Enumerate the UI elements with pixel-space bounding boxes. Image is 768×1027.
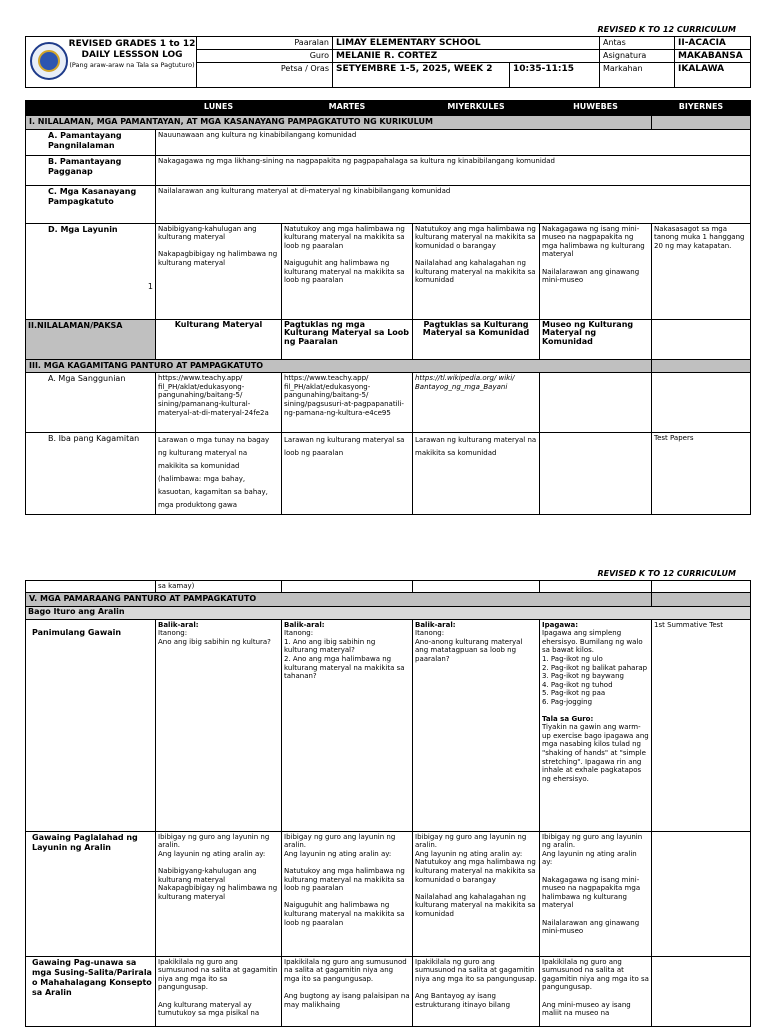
antas-value: II-ACACIA [675, 37, 751, 50]
carry-over-text: sa kamay) [156, 581, 282, 593]
layunin-miyerkules: Natutukoy ang mga halimbawa ng kulturang materyal na makikita sa komunidad o barangay Nailalahad ang kahalagahan ng kulturang materyal na makikita sa komunidad [413, 223, 540, 319]
mga-layunin-text: D. Mga Layunin [48, 224, 118, 234]
sanggunian-huwebes [540, 373, 652, 433]
oras-value: 10:35-11:15 [510, 63, 600, 88]
paglalahad-biyernes [652, 831, 751, 956]
days-blank [26, 101, 156, 116]
day-lunes: LUNES [156, 101, 282, 116]
log-title: REVISED GRADES 1 to 12 [68, 39, 196, 49]
petsa-value: SETYEMBRE 1-5, 2025, WEEK 2 [333, 63, 510, 88]
procedure-table [25, 580, 751, 1027]
sanggunian-miyerkules: https://tl.wikipedia.org/ wiki/ Bantayog_ng_mga_Bayani [413, 373, 540, 433]
curriculum-label: REVISED K TO 12 CURRICULUM [597, 25, 736, 34]
layunin-lunes: Nabibigyang-kahulugan ang kulturang materyal Nakapagbibigay ng halimbawa ng kulturang materyal [156, 223, 282, 319]
paaralan-value: LIMAY ELEMENTARY SCHOOL [333, 37, 600, 50]
pagunawa-miyerkules: Ipakikilala ng guro ang sumusunod na salita at gagamitin niya ang mga ito sa pangungusap. Ang Bantayog ay isang estrukturang itinayo bilang [413, 956, 540, 1026]
kagamitan-lunes: Larawan o mga tunay na bagay ng kulturang materyal na makikita sa komunidad (halimbawa: mga bahay, kasuotan, kagamitan sa bahay, mga produktong gawa [156, 433, 282, 515]
pagunawa-huwebes: Ipakikilala ng guro ang sumusunod na salita at gagamitin niya ang mga ito sa pangungusap. Ang mini-museo ay isang maliit na museo na [540, 956, 652, 1026]
tala-sa-guro-head: Tala sa Guro: [542, 714, 594, 723]
day-huwebes: HUWEBES [540, 101, 652, 116]
paglalahad-martes: Ibibigay ng guro ang layunin ng aralin. Ang layunin ng ating aralin ay: Natutukoy ang mga halimbawa ng kulturang materyal na makikita sa loob ng paaralan Naiguguhit ang halimbawa ng kulturang materyal na makikita sa loob ng paaralan [282, 831, 413, 956]
panimula-miyerkules [413, 619, 540, 831]
pagunawa-biyernes [652, 956, 751, 1026]
log-subtitle: DAILY LESSSON LOG [81, 50, 183, 60]
petsa-label: Petsa / Oras [197, 63, 333, 88]
kagamitan-biyernes: Test Papers [652, 433, 751, 515]
kagamitan-huwebes [540, 433, 652, 515]
bago-ituro-label: Bago Ituro ang Aralin [26, 606, 751, 619]
panimula-lunes-head: Balik-aral: [158, 620, 199, 629]
sanggunian-lunes: https://www.teachy.app/ fil_PH/aklat/edukasyong-pangunahing/baitang-5/ sining/pamanang-kultural-materyal-at-di-materyal-24fe2a [156, 373, 282, 433]
pagunawa-lunes: Ipakikilala ng guro ang sumusunod na salita at gagamitin niya ang mga ito sa pangungusap. Ang kulturang materyal ay tumutukoy sa mga pisikal na [156, 956, 282, 1026]
panimula-lunes [156, 619, 282, 831]
panimula-huwebes [540, 619, 652, 831]
paglalahad-label: Gawaing Paglalahad ng Layunin ng Aralin [26, 831, 156, 956]
nilalaman-paksa-label: II.NILALAMAN/PAKSA [26, 319, 156, 359]
panimula-biyernes-body: 1st Summative Test [654, 620, 724, 629]
kagamitan-miyerkules: Larawan ng kulturang materyal na makikita sa komunidad [413, 433, 540, 515]
panimula-huwebes-head: Ipagawa: [542, 620, 579, 629]
day-biyernes: BIYERNES [652, 101, 751, 116]
panimula-martes [282, 619, 413, 831]
sanggunian-martes: https://www.teachy.app/ fil_PH/aklat/edukasyong-pangunahing/baitang-5/ sining/pagsusuri-at-pagpapanatili-ng-pamana-ng-kultura-e4ce95 [282, 373, 413, 433]
pamantayang-pangnilalaman-text: Nauunawaan ang kultura ng kinabibilangang komunidad [156, 129, 751, 155]
header-table [25, 36, 751, 88]
curriculum-label-2: REVISED K TO 12 CURRICULUM [597, 569, 736, 578]
deped-seal-icon [30, 42, 68, 80]
pagunawa-label: Gawaing Pag-unawa sa mga Susing-Salita/Parirala o Mahahalagang Konsepto sa Aralin [26, 956, 156, 1026]
asignatura-value: MAKABANSA [675, 50, 751, 63]
log-subnote: (Pang araw-araw na Tala sa Pagtuturo) [69, 61, 195, 69]
pamantayang-pagganap-label: B. Pamantayang Pagganap [26, 155, 156, 185]
iba-pang-kagamitan-label: B. Iba pang Kagamitan [26, 433, 156, 515]
panimula-lunes-body: Itanong: Ano ang ibig sabihin ng kultura? [158, 629, 271, 646]
pamantayang-pangnilalaman-label: A. Pamantayang Pangnilalaman [26, 129, 156, 155]
kagamitan-martes: Larawan ng kulturang materyal sa loob ng paaralan [282, 433, 413, 515]
panimula-martes-head: Balik-aral: [284, 620, 325, 629]
markahan-value: IKALAWA [675, 63, 751, 88]
section-5-title: V. MGA PAMARAANG PANTURO AT PAMPAGKATUTO [26, 593, 652, 607]
section-3-title: III. MGA KAGAMITANG PANTURO AT PAMPAGKATUTO [26, 359, 652, 373]
paksa-huwebes: Museo ng Kulturang Materyal ng Komunidad [540, 319, 652, 359]
panimula-miyerkules-body: Itanong: Ano-anong kulturang materyal ang matatagpuan sa loob ng paaralan? [415, 629, 523, 663]
panimula-huwebes-body: Ipagawa ang simpleng ehersisyo. Bumilang ng walo sa bawat kilos. 1. Pag-ikot ng ulo 2. Pag-ikot ng balikat paharap 3. Pag-ikot ng baywang 4. Pag-ikot ng tuhod 5. Pag-ikot ng paa 6. Pag-jogging [542, 629, 648, 706]
guro-value: MELANIE R. CORTEZ [333, 50, 600, 63]
paksa-miyerkules: Pagtuklas sa Kulturang Materyal sa Komunidad [413, 319, 540, 359]
panimulang-gawain-label: Panimulang Gawain [26, 619, 156, 831]
layunin-martes: Natutukoy ang mga halimbawa ng kulturang materyal na makikita sa loob ng paaralan Naiguguhit ang halimbawa ng kulturang materyal na makikita sa loob ng paaralan [282, 223, 413, 319]
paglalahad-miyerkules: Ibibigay ng guro ang layunin ng aralin. Ang layunin ng ating aralin ay: Natutukoy ang mga halimbawa ng kulturang materyal na makikita sa komunidad o barangay Nailalahad ang kahalagahan ng kulturang materyal na makikita sa komunidad [413, 831, 540, 956]
section-1-title: I. NILALAMAN, MGA PAMANTAYAN, AT MGA KASANAYANG PAMPAGKATUTO NG KURIKULUM [26, 116, 652, 130]
day-miyerkules: MIYERKULES [413, 101, 540, 116]
tala-sa-guro-body: Tiyakin na gawin ang warm-up exercise bago ipagawa ang mga nasabing kilos tulad ng "shaking of hands" at "simple stretching". Ipagawa rin ang inhale at exhale pagkatapos ng ehersisyo. [542, 723, 649, 783]
pagunawa-martes: Ipakikilala ng guro ang sumusunod na salita at gagamitin niya ang mga ito sa pangungusap. Ang bugtong ay isang palaisipan na may malikhaing [282, 956, 413, 1026]
sanggunian-biyernes [652, 373, 751, 433]
paksa-martes: Pagtuklas ng mga Kulturang Materyal sa Loob ng Paaralan [282, 319, 413, 359]
layunin-number: 1 [147, 281, 153, 291]
pamantayang-pagganap-text: Nakagagawa ng mga likhang-sining na nagpapakita ng pagpapahalaga sa kultura ng kinabibilangang komunidad [156, 155, 751, 185]
asignatura-label: Asignatura [600, 50, 675, 63]
markahan-label: Markahan [600, 63, 675, 88]
paaralan-label: Paaralan [197, 37, 333, 50]
sanggunian-label: A. Mga Sanggunian [26, 373, 156, 433]
panimula-miyerkules-head: Balik-aral: [415, 620, 456, 629]
paksa-biyernes [652, 319, 751, 359]
paglalahad-lunes: Ibibigay ng guro ang layunin ng aralin. Ang layunin ng ating aralin ay: Nabibigyang-kahulugan ang kulturang materyal Nakapagbibigay ng halimbawa ng kulturang materyal [156, 831, 282, 956]
layunin-huwebes: Nakagagawa ng isang mini-museo na nagpapakita ng mga halimbawa ng kulturang materyal Nailalarawan ang ginawang mini-museo [540, 223, 652, 319]
guro-label: Guro [197, 50, 333, 63]
kasanayang-pampagkatuto-label: C. Mga Kasanayang Pampagkatuto [26, 185, 156, 223]
lesson-table [25, 100, 751, 515]
panimula-biyernes [652, 619, 751, 831]
antas-label: Antas [600, 37, 675, 50]
paglalahad-huwebes: Ibibigay ng guro ang layunin ng aralin. Ang layunin ng ating aralin ay: Nakagagawa ng isang mini-museo na nagpapakita mga halimbawa ng kulturang materyal Nailalarawan ang ginawang mini-museo [540, 831, 652, 956]
paksa-lunes: Kulturang Materyal [156, 319, 282, 359]
panimula-martes-body: Itanong: 1. Ano ang ibig sabihin ng kulturang materyal? 2. Ano ang mga halimbawa ng kulturang materyal na makikita sa tahanan? [284, 629, 405, 681]
kasanayang-pampagkatuto-text: Nailalarawan ang kulturang materyal at di-materyal ng kinabibilangang komunidad [156, 185, 751, 223]
layunin-biyernes: Nakasasagot sa mga tanong muka 1 hanggang 20 ng may katapatan. [652, 223, 751, 319]
mga-layunin-label [26, 223, 156, 319]
day-martes: MARTES [282, 101, 413, 116]
school-logo-cell [26, 37, 197, 88]
